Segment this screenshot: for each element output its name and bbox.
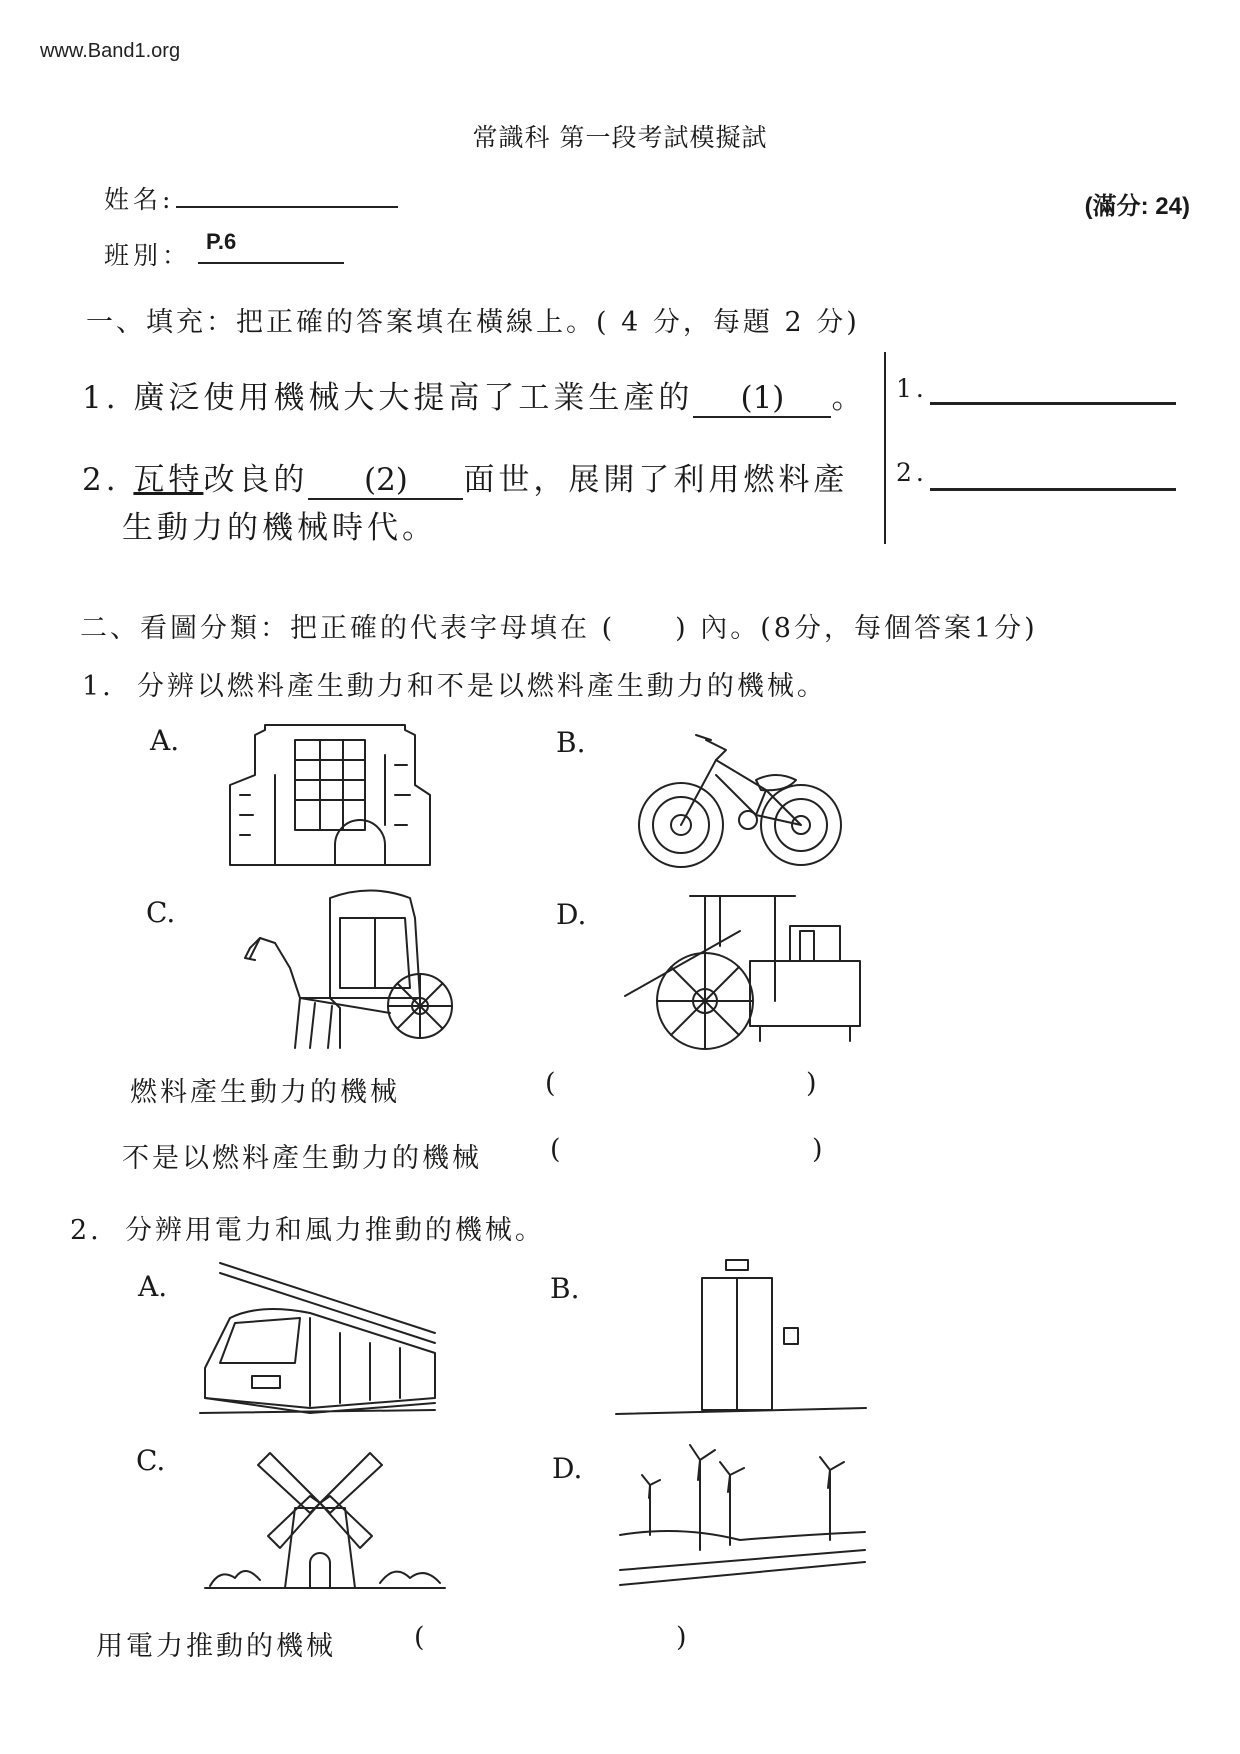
name-field[interactable] bbox=[176, 172, 398, 208]
horse-carriage-icon bbox=[240, 888, 470, 1058]
site-watermark: www.Band1.org bbox=[40, 40, 181, 62]
q2-underlined-name: 瓦特 bbox=[133, 462, 204, 498]
q1-end: 。 bbox=[831, 380, 867, 416]
s2q1-answer-nonfuel-close: ) bbox=[812, 1134, 823, 1165]
s2q2-answer-electric-label: 用電力推動的機械 bbox=[96, 1631, 336, 1662]
s2q1-answer-nonfuel-label: 不是以燃料產生動力的機械 bbox=[122, 1143, 482, 1174]
s2q2-text: 分辨用電力和風力推動的機械。 bbox=[124, 1215, 545, 1246]
q1-number: 1. bbox=[82, 380, 120, 416]
q2-text: 改良的 bbox=[203, 462, 309, 498]
s2q1-option-b-label: B. bbox=[556, 726, 586, 759]
s2q2-option-d-label: D. bbox=[552, 1452, 583, 1485]
class-field[interactable] bbox=[198, 228, 344, 264]
s2q2-option-c-label: C. bbox=[136, 1444, 166, 1477]
s2-question-1 bbox=[82, 664, 827, 703]
elevator-icon bbox=[616, 1258, 866, 1418]
answer-label-1: 1. bbox=[896, 374, 928, 403]
q2-number: 2. bbox=[82, 462, 120, 498]
s2-question-2 bbox=[70, 1208, 545, 1247]
s2q1-answer-fuel-label: 燃料產生動力的機械 bbox=[130, 1077, 400, 1108]
s2q1-option-d-label: D. bbox=[556, 898, 587, 931]
full-marks: (滿分: 24) bbox=[1084, 193, 1190, 220]
s2q1-answer-fuel-field[interactable] bbox=[562, 1066, 802, 1102]
steam-engine-icon bbox=[620, 886, 870, 1056]
bicycle-icon bbox=[636, 720, 846, 875]
q2-blank: (2) bbox=[308, 462, 463, 500]
name-label: 姓名: bbox=[104, 185, 175, 214]
q1-blank: (1) bbox=[693, 380, 831, 418]
answer-label-2: 2. bbox=[896, 458, 928, 487]
answer-field-2[interactable] bbox=[930, 458, 1176, 491]
section1-heading: 一、填充：把正確的答案填在橫線上。( 4 分，每題 2 分) bbox=[86, 307, 860, 338]
s2q1-option-c-label: C. bbox=[146, 896, 176, 929]
s2q2-answer-electric-close: ) bbox=[676, 1622, 687, 1653]
s2q2-answer-electric-field[interactable] bbox=[430, 1620, 670, 1656]
wind-turbines-icon bbox=[620, 1440, 870, 1590]
s1-question-2 bbox=[82, 454, 848, 500]
q2-line2: 生動力的機械時代。 bbox=[122, 510, 437, 546]
answer-field-1[interactable] bbox=[930, 372, 1176, 405]
waterwheel-icon bbox=[225, 715, 435, 875]
s2q1-answer-nonfuel-open: ( bbox=[550, 1134, 561, 1165]
s2q2-option-a-label: A. bbox=[138, 1270, 168, 1303]
s2q2-number: 2. bbox=[70, 1215, 102, 1246]
q1-text: 廣泛使用機械大大提高了工業生產的 bbox=[133, 380, 694, 416]
electric-train-icon bbox=[200, 1258, 440, 1418]
s2q1-answer-fuel-close: ) bbox=[806, 1068, 817, 1099]
page-title: 常識科 第一段考試模擬試 bbox=[472, 123, 768, 152]
s2q1-answer-nonfuel-field[interactable] bbox=[566, 1132, 806, 1168]
s2q1-text: 分辨以燃料產生動力和不是以燃料產生動力的機械。 bbox=[136, 671, 827, 702]
section2-heading: 二、看圖分類：把正確的代表字母填在 ( ) 內。(8分，每個答案1分) bbox=[80, 613, 1038, 644]
s2q1-number: 1. bbox=[82, 671, 114, 702]
q2-text-rest: 面世，展開了利用燃料產 bbox=[463, 462, 849, 498]
s2q1-option-a-label: A. bbox=[150, 724, 180, 757]
class-value: P.6 bbox=[206, 229, 237, 254]
s2q1-answer-fuel-open: ( bbox=[545, 1068, 556, 1099]
windmill-icon bbox=[200, 1438, 450, 1598]
s1-question-1 bbox=[82, 372, 866, 418]
s2q2-answer-electric-open: ( bbox=[414, 1622, 425, 1653]
s2q2-option-b-label: B. bbox=[550, 1272, 580, 1305]
class-label: 班別： bbox=[104, 241, 192, 270]
answer-divider bbox=[884, 352, 886, 544]
